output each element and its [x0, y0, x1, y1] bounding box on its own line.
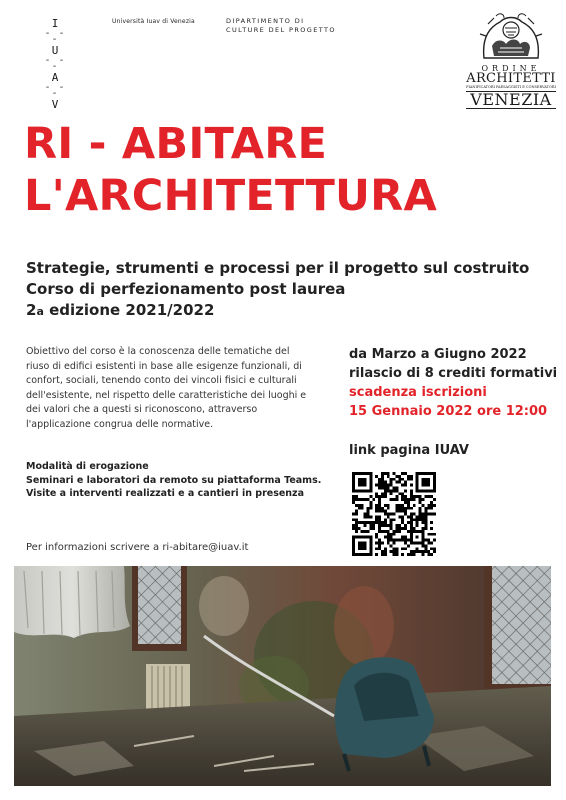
university-name: Università Iuav di Venezia: [112, 18, 195, 25]
iuav-page-link[interactable]: link pagina IUAV: [349, 443, 469, 458]
iuav-letter-i: I: [51, 17, 59, 30]
lion-crest-icon: [478, 10, 544, 62]
ordine-subline: PIANIFICATORI PAESAGGISTI E CONSERVATORI: [466, 85, 556, 89]
iuav-dash: - - -: [44, 82, 66, 99]
course-period: da Marzo a Giugno 2022: [349, 347, 527, 362]
ordine-word: ORDINE: [481, 64, 541, 73]
description-line: l'applicazione congrua delle normative.: [26, 418, 214, 430]
iuav-letter-a: A: [51, 71, 59, 84]
department-name: [226, 17, 336, 35]
iuav-letter-u: U: [51, 44, 59, 57]
qr-code-icon[interactable]: [352, 472, 436, 556]
abandoned-room-photo: [14, 566, 551, 786]
iuav-letter-v: V: [51, 98, 59, 111]
delivery-heading: Modalità di erogazione: [26, 461, 149, 472]
schedule-info: [349, 345, 557, 421]
description-line: riuso di edifici esistenti in base alle esigenze funzionali, di: [26, 360, 302, 372]
credits-info: rilascio di 8 crediti formativi: [349, 366, 558, 381]
ordine-architetti-logo: [466, 10, 556, 109]
course-description: [26, 345, 307, 432]
title-line-2: L'ARCHITETTURA: [24, 171, 437, 221]
subtitle-line-1: Strategie, strumenti e processi per il progetto sul costruito: [26, 259, 530, 277]
edition-number: 2: [26, 301, 37, 319]
deadline-label: scadenza iscrizioni: [349, 385, 487, 400]
main-title: [24, 118, 437, 222]
delivery-mode: [26, 460, 321, 501]
architetti-word: ARCHITETTI: [466, 71, 556, 86]
edition-text: edizione 2021/2022: [43, 301, 215, 319]
description-line: dei valori che a questi si riconoscono, attraverso: [26, 404, 258, 415]
edition-suffix: a: [36, 305, 44, 318]
iuav-logo: [40, 16, 70, 112]
contact-info: Per informazioni scrivere a ri-abitare@iuav.it: [26, 542, 249, 553]
description-line: dell'esistente, nel rispetto delle caratteristiche dei luoghi e: [26, 389, 307, 401]
department-line-1: DIPARTIMENTO DI: [226, 17, 305, 25]
department-line-2: CULTURE DEL PROGETTO: [226, 26, 336, 34]
title-line-1: RI - ABITARE: [24, 119, 328, 169]
subtitle-block: [26, 258, 529, 322]
iuav-dash: - - -: [44, 55, 66, 72]
delivery-line-2: Visite a interventi realizzati e a cantieri in presenza: [26, 488, 305, 499]
subtitle-line-2: Corso di perfezionamento post laurea: [26, 280, 346, 298]
subtitle-line-3: [26, 300, 529, 322]
venezia-word: VENEZIA: [466, 91, 556, 109]
description-line: confort, sociali, tenendo conto dei vincoli fisici e culturali: [26, 375, 297, 386]
delivery-line-1: Seminari e laboratori da remoto su piattaforma Teams.: [26, 474, 322, 486]
deadline-date: 15 Gennaio 2022 ore 12:00: [349, 404, 548, 419]
description-line: Obiettivo del corso è la conoscenza delle tematiche del: [26, 346, 290, 357]
iuav-dash: - - -: [44, 28, 66, 45]
